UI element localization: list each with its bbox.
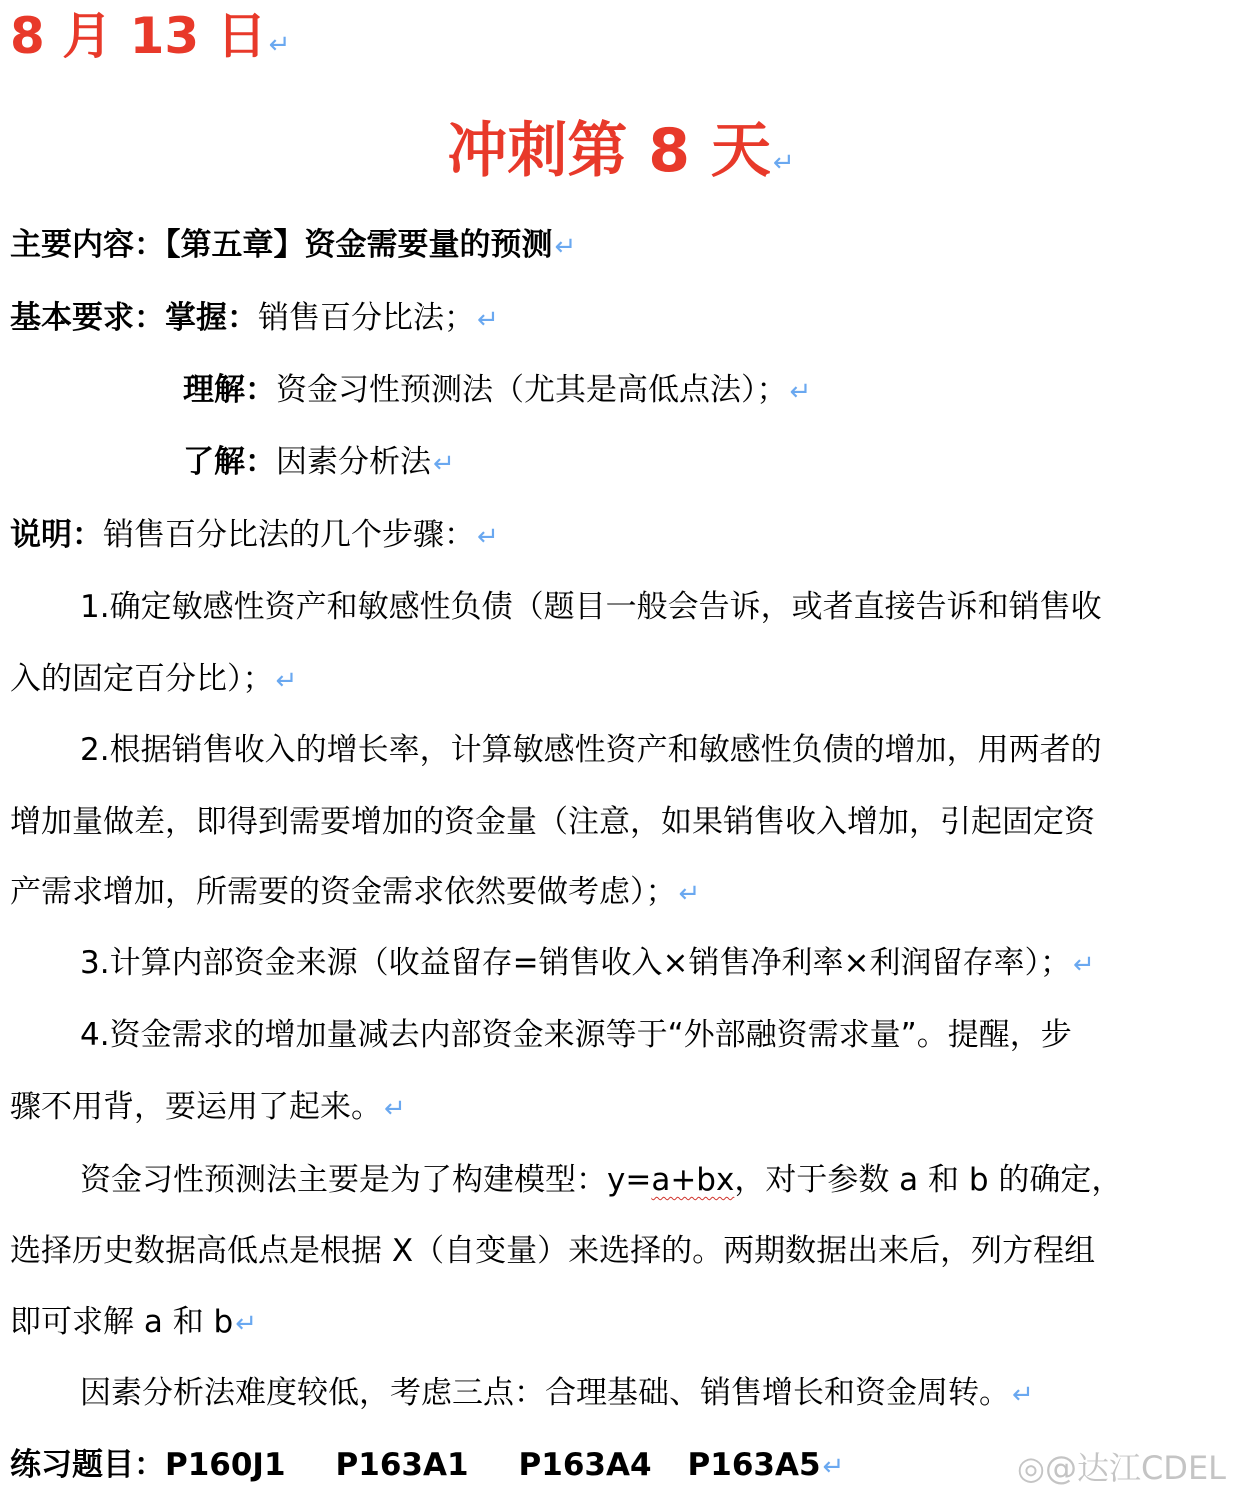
return-icon: ↵ bbox=[1073, 950, 1095, 980]
formula: a+bx bbox=[651, 1162, 735, 1198]
return-icon: ↵ bbox=[789, 377, 812, 407]
step-2-line-3: 产需求增加，所需要的资金需求依然要做考虑）；↵ bbox=[10, 874, 701, 910]
step-2-line-2: 增加量做差，即得到需要增加的资金量（注意，如果销售收入增加，引起固定资 bbox=[10, 804, 1095, 840]
exercises-line: 练习题目：P160J1 P163A1 P163A4 P163A5↵ bbox=[10, 1447, 845, 1483]
main-content-line: 主要内容：【第五章】资金需要量的预测↵ bbox=[10, 227, 577, 263]
return-icon: ↵ bbox=[275, 666, 298, 696]
requirement-master: 基本要求：掌握：销售百分比法；↵ bbox=[10, 300, 499, 336]
return-icon: ↵ bbox=[477, 305, 499, 335]
factor-paragraph: 因素分析法难度较低，考虑三点：合理基础、销售增长和资金周转。↵ bbox=[80, 1375, 1034, 1411]
return-icon: ↵ bbox=[477, 522, 499, 552]
return-icon: ↵ bbox=[433, 449, 455, 479]
step-1-line-1: 1.确定敏感性资产和敏感性负债（题目一般会告诉，或者直接告诉和销售收 bbox=[80, 589, 1102, 625]
return-icon: ↵ bbox=[268, 30, 291, 60]
explanation-line: 说明：销售百分比法的几个步骤：↵ bbox=[10, 517, 499, 553]
model-line-2: 选择历史数据高低点是根据 X（自变量）来选择的。两期数据出来后，列方程组 bbox=[10, 1233, 1096, 1269]
step-2-line-1: 2.根据销售收入的增长率，计算敏感性资产和敏感性负债的增加，用两者的 bbox=[80, 732, 1102, 768]
requirement-understand: 理解：资金习性预测法（尤其是高低点法）；↵ bbox=[183, 372, 812, 408]
return-icon: ↵ bbox=[235, 1309, 258, 1339]
return-icon: ↵ bbox=[822, 1452, 845, 1482]
return-icon: ↵ bbox=[772, 148, 795, 178]
return-icon: ↵ bbox=[1012, 1380, 1034, 1410]
return-icon: ↵ bbox=[554, 232, 577, 262]
step-1-line-2: 入的固定百分比）；↵ bbox=[10, 661, 298, 697]
step-3-line-1: 3.计算内部资金来源（收益留存=销售收入×销售净利率×利润留存率）；↵ bbox=[80, 945, 1095, 981]
requirement-know: 了解：因素分析法↵ bbox=[183, 444, 455, 480]
weibo-icon: ◎ bbox=[1017, 1449, 1045, 1487]
page-title: 冲刺第 8 天↵ bbox=[447, 116, 795, 186]
watermark: ◎@达江CDEL bbox=[1017, 1449, 1226, 1487]
model-line-1: 资金习性预测法主要是为了构建模型：y=a+bx，对于参数 a 和 b 的确定， bbox=[80, 1162, 1123, 1198]
return-icon: ↵ bbox=[678, 879, 701, 909]
model-line-3: 即可求解 a 和 b↵ bbox=[10, 1304, 258, 1340]
return-icon: ↵ bbox=[384, 1094, 406, 1124]
step-4-line-1: 4.资金需求的增加量减去内部资金来源等于“外部融资需求量”。提醒，步 bbox=[80, 1017, 1072, 1053]
step-4-line-2: 骤不用背，要运用了起来。↵ bbox=[10, 1089, 406, 1125]
date-heading: 8 月 13 日↵ bbox=[10, 7, 291, 65]
